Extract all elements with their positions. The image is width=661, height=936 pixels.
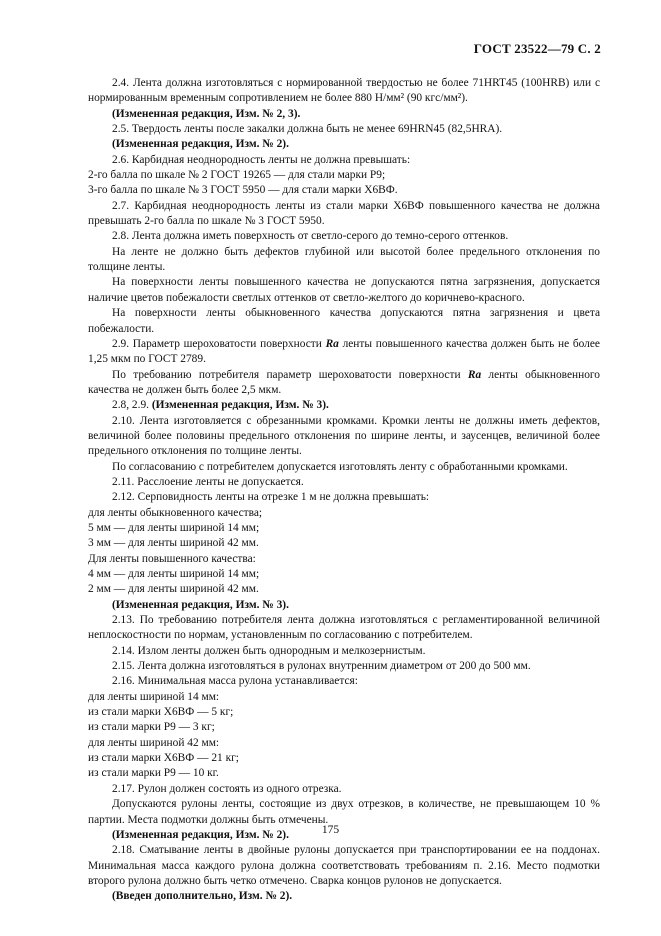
list-item: из стали марки Х6ВФ — 5 кг; [88, 706, 234, 719]
ra-symbol: Ra [325, 337, 339, 350]
paragraph-2-11: 2.11. Расслоение ленты не допускается. [112, 475, 304, 488]
text-span: По требованию потребителя параметр шероховатости поверхности [112, 368, 461, 381]
paragraph-2-6: 2.6. Карбидная неоднородность ленты не должна превышать: [112, 153, 411, 166]
list-item: 3-го балла по шкале № 3 ГОСТ 5950 — для стали марки Х6ВФ. [88, 184, 398, 197]
document-body [88, 76, 600, 905]
paragraph-2-9 [88, 337, 600, 368]
revision-note: (Измененная редакция, Изм. № 2). [112, 828, 289, 841]
text-span: ленты повышенного качества должен быть не более 1,25 мкм по ГОСТ 2789. [88, 337, 600, 366]
revision-note: (Измененная редакция, Изм. № 3). [112, 598, 289, 611]
paragraph [88, 368, 600, 399]
text-span: 2.9. Параметр шероховатости поверхности [112, 337, 322, 350]
text-span: 2.8, 2.9. [112, 399, 150, 412]
page-number: 175 [321, 824, 340, 836]
paragraph: На поверхности ленты обыкновенного качества допускаются пятна загрязнения и цвета побежалости. [88, 307, 600, 335]
paragraph-2-17: 2.17. Рулон должен состоять из одного отрезка. [112, 782, 342, 795]
list-item: 2 мм — для ленты шириной 42 мм. [88, 583, 259, 596]
list-item: 3 мм — для ленты шириной 42 мм. [88, 537, 259, 550]
paragraph: Допускаются рулоны ленты, состоящие из двух отрезков, в количестве, не превышающем 10 % партии. Места подмотки должны быть отмечены. [88, 798, 600, 826]
list-item: из стали марки Р9 — 10 кг. [88, 767, 219, 780]
list-item: для ленты шириной 14 мм: [88, 690, 220, 703]
text-span: ленты обыкновенного качества не должен быть более 2,5 мкм. [88, 368, 600, 396]
list-item: Для ленты повышенного качества: [88, 552, 256, 565]
revision-note: (Введен дополнительно, Изм. № 2). [112, 890, 293, 903]
paragraph-2-12: 2.12. Серповидность ленты на отрезке 1 м не должна превышать: [112, 491, 430, 504]
list-item: 4 мм — для ленты шириной 14 мм; [88, 568, 260, 580]
revision-note: (Измененная редакция, Изм. № 2, 3). [112, 107, 301, 120]
paragraph-2-4: 2.4. Лента должна изготовляться с нормированной твердостью не более 71HRT45 (100HRB) или с нормированным временным сопротивлением не более 880 Н/мм² (90 кгс/мм²). [88, 77, 600, 105]
paragraph-2-13: 2.13. По требованию потребителя лента должна изготовляться с регламентированной величиной неплоскостности по нормам, установленным по согласованию с потребителем. [88, 614, 600, 642]
revision-note [88, 398, 600, 413]
paragraph-2-15: 2.15. Лента должна изготовляться в рулонах внутренним диаметром от 200 до 500 мм. [112, 660, 531, 673]
list-item: 2-го балла по шкале № 2 ГОСТ 19265 — для стали марки Р9; [88, 169, 386, 182]
list-item: для ленты обыкновенного качества; [88, 506, 263, 519]
paragraph-2-7: 2.7. Карбидная неоднородность ленты из стали марки Х6ВФ повышенного качества не должна превышать 2-го балла по шкале № 3 ГОСТ 5950. [88, 199, 600, 228]
paragraph-2-8: 2.8. Лента должна иметь поверхность от светло-серого до темно-серого оттенков. [112, 230, 509, 243]
paragraph-2-5: 2.5. Твердость ленты после закалки должна быть не менее 69HRN45 (82,5HRA). [112, 123, 503, 136]
list-item: для ленты шириной 42 мм: [88, 736, 220, 749]
list-item: из стали марки Р9 — 3 кг; [88, 721, 215, 734]
paragraph-2-14: 2.14. Излом ленты должен быть однородным и мелкозернистым. [112, 644, 426, 657]
list-item: 5 мм — для ленты шириной 14 мм; [88, 521, 260, 534]
revision-note-text: (Измененная редакция, Изм. № 3). [151, 399, 329, 412]
page-header: ГОСТ 23522—79 С. 2 [473, 41, 601, 56]
paragraph-2-18: 2.18. Сматывание ленты в двойные рулоны допускается при транспортировании ее на поддонах. Минимальная масса каждого рулона должна соответствовать требованиям п. 2.16. Место подмотки второго рулона должно быть четко отмечено. Сварка концов рулонов не допускается. [88, 844, 600, 887]
ra-symbol: Ra [467, 368, 482, 381]
paragraph-2-10: 2.10. Лента изготовляется с обрезанными кромками. Кромки ленты не должны иметь дефектов, величиной более половины предельного отклонения по ширине ленты, и заусенцев, величиной более предельного отклонения по толщине ленты. [88, 414, 600, 458]
paragraph: На ленте не должно быть дефектов глубиной или высотой более предельного отклонения по толщине ленты. [88, 245, 600, 274]
paragraph: На поверхности ленты повышенного качества не допускаются пятна загрязнения, допускается наличие цветов побежалости светлых оттенков от светло-желтого до коричнево-красного. [88, 276, 600, 304]
paragraph: По согласованию с потребителем допускается изготовлять ленту с обработанными кромками. [112, 460, 568, 473]
paragraph-2-16: 2.16. Минимальная масса рулона устанавливается: [112, 675, 358, 688]
list-item: из стали марки Х6ВФ — 21 кг; [88, 752, 239, 765]
revision-note: (Измененная редакция, Изм. № 2). [112, 138, 289, 151]
